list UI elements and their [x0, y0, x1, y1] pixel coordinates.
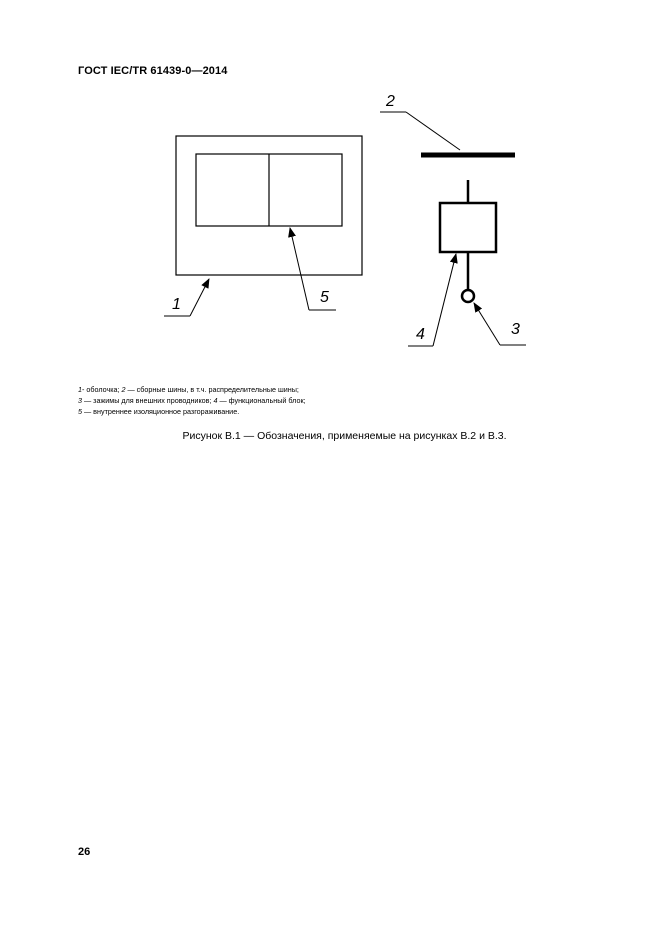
- legend-line-3: [78, 406, 306, 417]
- legend-text: - оболочка;: [82, 385, 122, 394]
- legend-line-1: [78, 384, 306, 395]
- label-3-leader: [474, 303, 500, 345]
- figure-caption: Рисунок В.1 — Обозначения, применяемые на рисунках В.2 и В.3.: [182, 430, 507, 442]
- legend-text: — внутреннее изоляционное разгораживание.: [82, 407, 240, 416]
- legend-number: 2: [121, 385, 126, 394]
- label-5: 5: [320, 289, 329, 306]
- external-terminal-circle: [462, 290, 474, 302]
- label-5-leader: [290, 228, 309, 310]
- label-3: 3: [511, 321, 520, 338]
- legend-number: 4: [213, 396, 218, 405]
- label-4-leader: [433, 254, 456, 346]
- legend-number: 5: [78, 407, 82, 416]
- legend-line-2: [78, 395, 306, 406]
- legend-text: — функциональный блок;: [217, 396, 306, 405]
- functional-unit-box: [440, 203, 496, 252]
- document-header: ГОСТ IEC/TR 61439-0—2014: [78, 65, 228, 77]
- legend-text: — зажимы для внешних проводников;: [82, 396, 214, 405]
- label-1: 1: [172, 296, 181, 313]
- page-number: 26: [78, 846, 91, 858]
- label-2-leader: [406, 112, 460, 150]
- legend-number: 3: [78, 396, 82, 405]
- figure-legend: [78, 384, 306, 417]
- label-2: 2: [386, 93, 395, 110]
- legend-number: 1: [78, 385, 82, 394]
- label-4: 4: [416, 326, 425, 343]
- legend-text: — сборные шины, в т.ч. распределительные шины;: [125, 385, 299, 394]
- label-1-leader: [190, 279, 209, 316]
- figure-b1-diagram: [0, 0, 661, 380]
